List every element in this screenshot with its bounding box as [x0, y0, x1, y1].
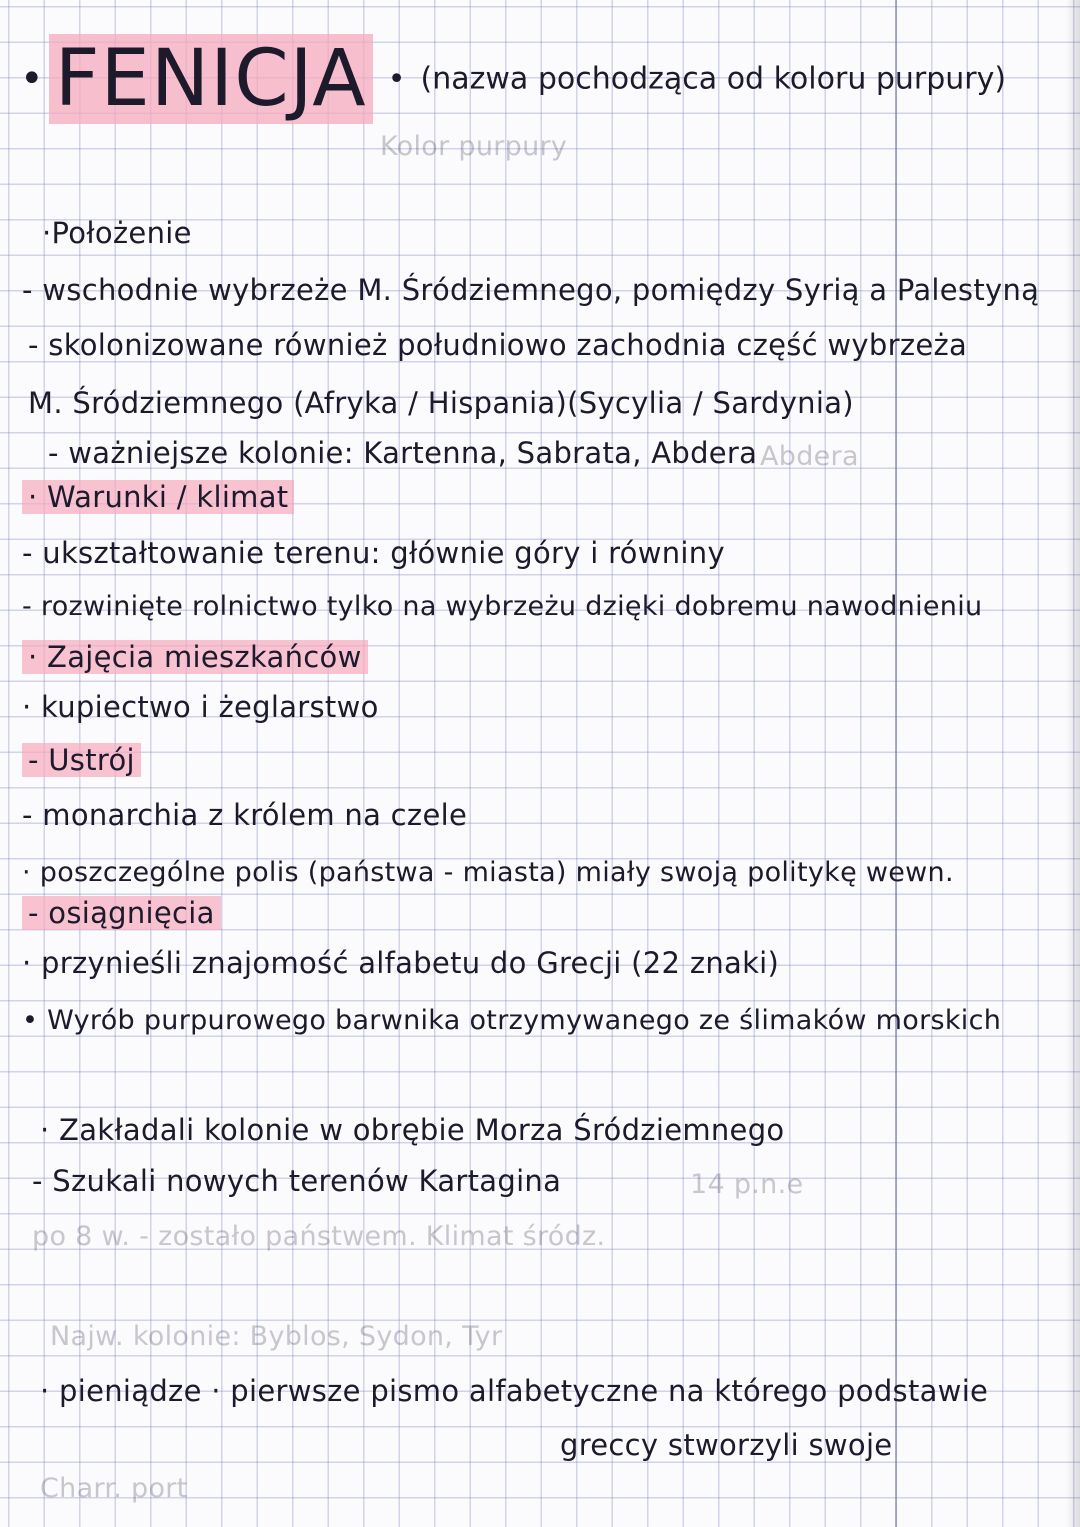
heading-highlight: - Ustrój	[22, 743, 141, 777]
title-word: FENICJA	[49, 34, 373, 124]
note-line: M. Śródziemnego (Afryka / Hispania)(Sycylia / Sardynia)	[28, 386, 854, 420]
heading-location: ·Położenie	[42, 216, 192, 250]
title-bullet: •	[20, 56, 44, 102]
heading-highlight: · Zajęcia mieszkańców	[22, 640, 368, 674]
note-line: · poszczególne polis (państwa - miasta) miały swoją politykę wewn.	[22, 857, 954, 888]
title-dot: •	[387, 61, 406, 97]
note-line: - ważniejsze kolonie: Kartenna, Sabrata, Abdera	[48, 436, 758, 470]
note-line: · przynieśli znajomość alfabetu do Grecji (22 znaki)	[22, 946, 780, 980]
notebook-margin-line	[895, 0, 897, 1527]
note-line: greccy stworzyli swoje	[560, 1428, 893, 1462]
title-subtitle: (nazwa pochodząca od koloru purpury)	[420, 61, 1007, 97]
heading-occupations	[22, 642, 368, 674]
note-line: · Zakładali kolonie w obrębie Morza Śródziemnego	[40, 1113, 785, 1147]
note-line: • Wyrób purpurowego barwnika otrzymywanego ze ślimaków morskich	[22, 1005, 1002, 1036]
heading-highlight: - osiągnięcia	[22, 896, 221, 930]
heading-political-system	[22, 745, 141, 777]
faint-note-date: 14 p.n.e	[690, 1169, 804, 1200]
note-line: - skolonizowane również południowo zachodnia część wybrzeża	[28, 328, 968, 362]
note-line: · kupiectwo i żeglarstwo	[22, 690, 379, 724]
heading-conditions	[22, 482, 294, 514]
heading-highlight: · Warunki / klimat	[22, 480, 294, 514]
faint-note-line: po 8 w. - zostało państwem. Klimat śródz.	[32, 1221, 606, 1252]
faint-note-line: Charr. port	[40, 1473, 188, 1504]
note-line: - wschodnie wybrzeże M. Śródziemnego, pomiędzy Syrią a Palestyną	[22, 273, 1040, 307]
note-line: - rozwinięte rolnictwo tylko na wybrzeżu dzięki dobremu nawodnieniu	[22, 591, 983, 622]
faint-note-color: Kolor purpury	[380, 131, 568, 162]
page-edge-shadow	[1066, 0, 1080, 1527]
note-line: - ukształtowanie terenu: głównie góry i równiny	[22, 536, 725, 570]
heading-achievements	[22, 898, 221, 930]
faint-note-line: Najw. kolonie: Byblos, Sydon, Tyr	[50, 1321, 503, 1352]
page-title	[20, 34, 1007, 124]
note-line: · pieniądze · pierwsze pismo alfabetyczne na którego podstawie	[40, 1374, 989, 1408]
faint-note-abdera: Abdera	[760, 441, 859, 472]
note-line: - monarchia z królem na czele	[22, 798, 468, 832]
note-line: - Szukali nowych terenów Kartagina	[32, 1164, 562, 1198]
